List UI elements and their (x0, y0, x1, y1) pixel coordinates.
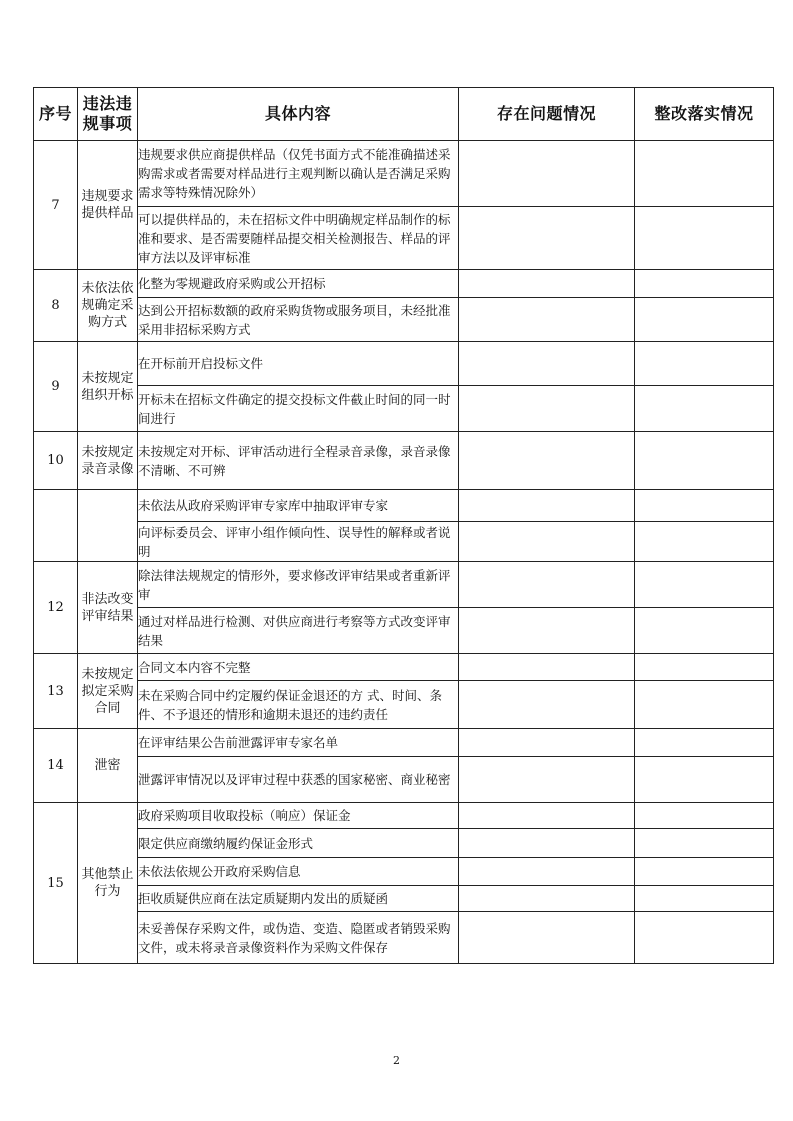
existing-issues-cell[interactable] (459, 912, 635, 964)
rectification-status-cell[interactable] (635, 207, 774, 270)
rectification-status-cell[interactable] (635, 729, 774, 757)
existing-issues-cell[interactable] (459, 522, 635, 562)
existing-issues-cell[interactable] (459, 386, 635, 432)
specific-content-cell: 可以提供样品的，未在招标文件中明确规定样品制作的标准和要求、是否需要随样品提交相关检测报告、样品的评审方法以及评审标准 (138, 207, 459, 270)
rectification-status-cell[interactable] (635, 342, 774, 386)
serial-number-cell: 13 (34, 654, 78, 729)
existing-issues-cell[interactable] (459, 608, 635, 654)
specific-content-cell: 在开标前开启投标文件 (138, 342, 459, 386)
specific-content-cell: 合同文本内容不完整 (138, 654, 459, 681)
serial-number-cell: 15 (34, 803, 78, 964)
rectification-status-cell[interactable] (635, 490, 774, 522)
rectification-status-cell[interactable] (635, 298, 774, 342)
page-number: 2 (393, 1054, 400, 1067)
existing-issues-cell[interactable] (459, 432, 635, 490)
violation-item-cell: 未按规定录音录像 (78, 432, 138, 490)
serial-number-cell: 8 (34, 270, 78, 342)
violation-item-cell: 未按规定拟定采购合同 (78, 654, 138, 729)
rectification-status-cell[interactable] (635, 522, 774, 562)
table-row (34, 432, 774, 490)
existing-issues-cell[interactable] (459, 757, 635, 803)
header-specific-content: 具体内容 (138, 88, 459, 141)
specific-content-cell: 政府采购项目收取投标（响应）保证金 (138, 803, 459, 829)
table-row (34, 803, 774, 829)
specific-content-cell: 未在采购合同中约定履约保证金退还的方 式、时间、条件、不予退还的情形和逾期未退还的违约责任 (138, 681, 459, 729)
rectification-status-cell[interactable] (635, 757, 774, 803)
existing-issues-cell[interactable] (459, 681, 635, 729)
table-row (34, 298, 774, 342)
violation-checklist-table (33, 87, 774, 964)
specific-content-cell: 开标未在招标文件确定的提交投标文件截止时间的同一时间进行 (138, 386, 459, 432)
table-row (34, 141, 774, 207)
rectification-status-cell[interactable] (635, 608, 774, 654)
table-row (34, 829, 774, 858)
existing-issues-cell[interactable] (459, 298, 635, 342)
table-row (34, 270, 774, 298)
violation-item-cell (78, 490, 138, 562)
specific-content-cell: 通过对样品进行检测、对供应商进行考察等方式改变评审结果 (138, 608, 459, 654)
specific-content-cell: 向评标委员会、评审小组作倾向性、误导性的解释或者说明 (138, 522, 459, 562)
serial-number-cell: 12 (34, 562, 78, 654)
table-row (34, 386, 774, 432)
violation-item-cell: 违规要求提供样品 (78, 141, 138, 270)
rectification-status-cell[interactable] (635, 912, 774, 964)
header-serial-no: 序号 (34, 88, 78, 141)
header-violation-item: 违法违规事项 (78, 88, 138, 141)
rectification-status-cell[interactable] (635, 386, 774, 432)
rectification-status-cell[interactable] (635, 803, 774, 829)
violation-item-cell: 未依法依规确定采购方式 (78, 270, 138, 342)
existing-issues-cell[interactable] (459, 858, 635, 886)
specific-content-cell: 未依法从政府采购评审专家库中抽取评审专家 (138, 490, 459, 522)
specific-content-cell: 达到公开招标数额的政府采购货物或服务项目，未经批准采用非招标采购方式 (138, 298, 459, 342)
specific-content-cell: 除法律法规规定的情形外，要求修改评审结果或者重新评审 (138, 562, 459, 608)
violation-item-cell: 泄密 (78, 729, 138, 803)
table-row (34, 858, 774, 886)
existing-issues-cell[interactable] (459, 654, 635, 681)
table-row (34, 342, 774, 386)
serial-number-cell (34, 490, 78, 562)
table-row (34, 729, 774, 757)
specific-content-cell: 化整为零规避政府采购或公开招标 (138, 270, 459, 298)
existing-issues-cell[interactable] (459, 729, 635, 757)
specific-content-cell: 未依法依规公开政府采购信息 (138, 858, 459, 886)
rectification-status-cell[interactable] (635, 654, 774, 681)
specific-content-cell: 未妥善保存采购文件，或伪造、变造、隐匿或者销毁采购文件，或未将录音录像资料作为采购文件保存 (138, 912, 459, 964)
table-row (34, 562, 774, 608)
rectification-status-cell[interactable] (635, 829, 774, 858)
table-row (34, 490, 774, 522)
table-row (34, 207, 774, 270)
violation-item-cell: 未按规定组织开标 (78, 342, 138, 432)
table-row (34, 522, 774, 562)
rectification-status-cell[interactable] (635, 270, 774, 298)
header-existing-issues: 存在问题情况 (459, 88, 635, 141)
specific-content-cell: 限定供应商缴纳履约保证金形式 (138, 829, 459, 858)
specific-content-cell: 拒收质疑供应商在法定质疑期内发出的质疑函 (138, 886, 459, 912)
serial-number-cell: 9 (34, 342, 78, 432)
existing-issues-cell[interactable] (459, 270, 635, 298)
specific-content-cell: 在评审结果公告前泄露评审专家名单 (138, 729, 459, 757)
existing-issues-cell[interactable] (459, 829, 635, 858)
serial-number-cell: 7 (34, 141, 78, 270)
specific-content-cell: 泄露评审情况以及评审过程中获悉的国家秘密、商业秘密 (138, 757, 459, 803)
existing-issues-cell[interactable] (459, 207, 635, 270)
existing-issues-cell[interactable] (459, 342, 635, 386)
rectification-status-cell[interactable] (635, 562, 774, 608)
table-row (34, 886, 774, 912)
rectification-status-cell[interactable] (635, 141, 774, 207)
existing-issues-cell[interactable] (459, 141, 635, 207)
existing-issues-cell[interactable] (459, 803, 635, 829)
serial-number-cell: 10 (34, 432, 78, 490)
table-row (34, 654, 774, 681)
specific-content-cell: 未按规定对开标、评审活动进行全程录音录像，录音录像不清晰、不可辨 (138, 432, 459, 490)
header-row (34, 88, 774, 141)
table-row (34, 757, 774, 803)
rectification-status-cell[interactable] (635, 432, 774, 490)
serial-number-cell: 14 (34, 729, 78, 803)
table-row (34, 912, 774, 964)
table-row (34, 681, 774, 729)
table-row (34, 608, 774, 654)
violation-item-cell: 非法改变评审结果 (78, 562, 138, 654)
violation-item-cell: 其他禁止行为 (78, 803, 138, 964)
header-rectification-status: 整改落实情况 (635, 88, 774, 141)
rectification-status-cell[interactable] (635, 858, 774, 886)
rectification-status-cell[interactable] (635, 886, 774, 912)
specific-content-cell: 违规要求供应商提供样品（仅凭书面方式不能准确描述采购需求或者需要对样品进行主观判断以确认是否满足采购需求等特殊情况除外） (138, 141, 459, 207)
rectification-status-cell[interactable] (635, 681, 774, 729)
existing-issues-cell[interactable] (459, 886, 635, 912)
existing-issues-cell[interactable] (459, 490, 635, 522)
existing-issues-cell[interactable] (459, 562, 635, 608)
